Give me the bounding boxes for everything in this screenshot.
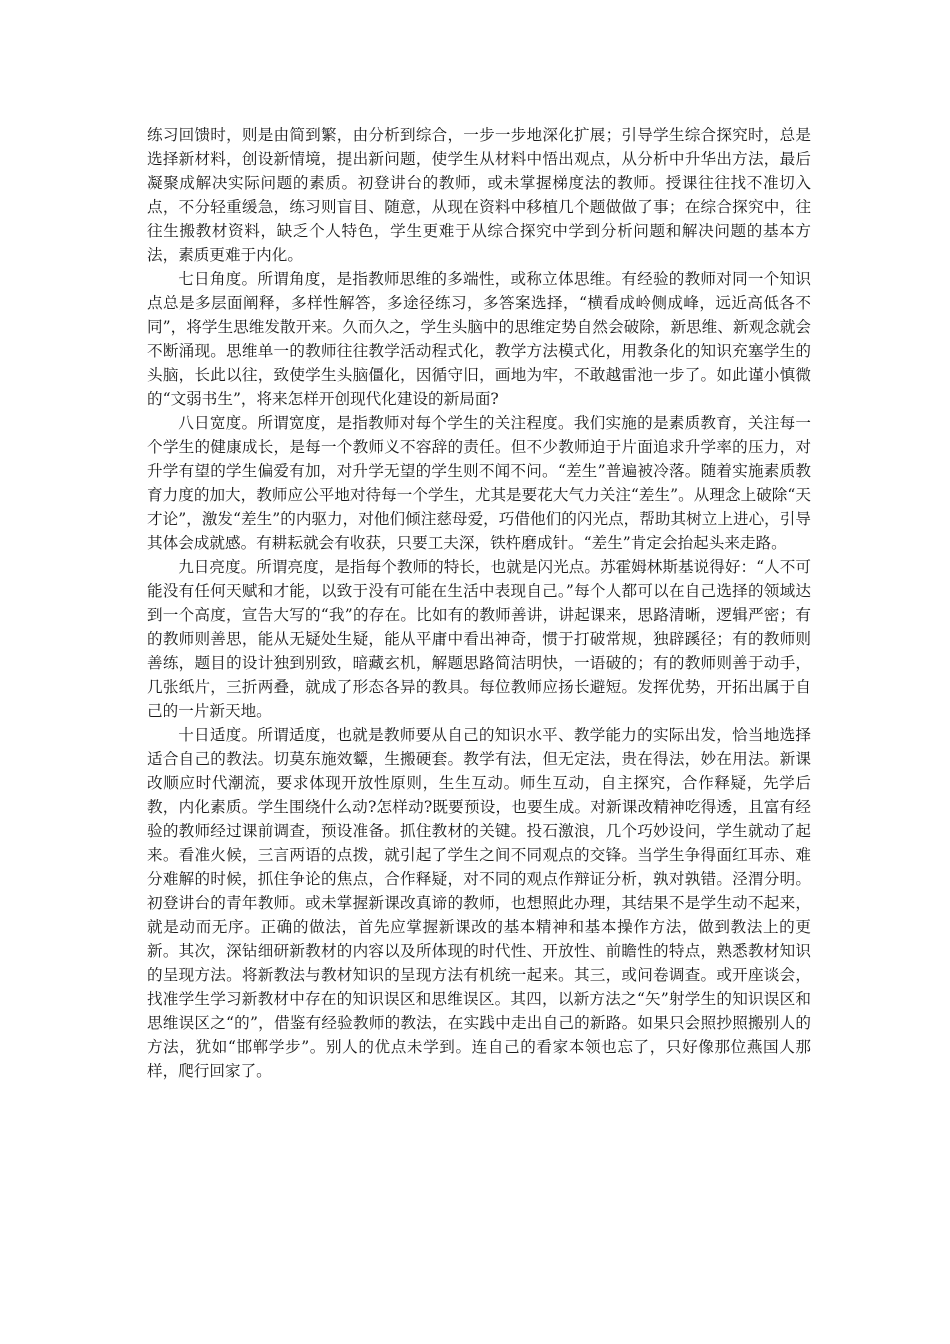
- paragraph-appropriateness: 十日适度。所谓适度，也就是教师要从自己的知识水平、教学能力的实际出发，恰当地选择适合自己的教法。切莫东施效颦，生搬硬套。教学有法，但无定法，贵在得法，妙在用法。新课改顺应时代潮流，要求体现开放性原则，生生互动。师生互动，自主探究，合作释疑，先学后教，内化素质。学生围绕什么动?怎样动?既要预设，也要生成。对新课改精神吃得透，且富有经验的教师经过课前调查，预设准备。抓住教材的关键。投石激浪，几个巧妙设问，学生就动了起来。看准火候，三言两语的点拨，就引起了学生之间不同观点的交锋。当学生争得面红耳赤、难分难解的时候，抓住争论的焦点，合作释疑，对不同的观点作辩证分析，孰对孰错。泾渭分明。初登讲台的青年教师。或未掌握新课改真谛的教师，也想照此办理，其结果不是学生动不起来，就是动而无序。正确的做法，首先应掌握新课改的基本精神和基本操作方法，做到教法上的更新。其次，深钻细研新教材的内容以及所体现的时代性、开放性、前瞻性的特点，熟悉教材知识的呈现方法。将新教法与教材知识的呈现方法有机统一起来。其三，或问卷调查。或开座谈会，找准学生学习新教材中存在的知识误区和思维误区。其四，以新方法之“矢”射学生的知识误区和思维误区之“的”，借鉴有经验教师的教法，在实践中走出自己的新路。如果只会照抄照搬别人的方法，犹如“邯郸学步”。别人的优点未学到。连自己的看家本领也忘了，只好像那位燕国人那样，爬行回家了。: [147, 726, 811, 1080]
- paragraph-angle: 七日角度。所谓角度，是指教师思维的多端性，或称立体思维。有经验的教师对同一个知识点总是多层面阐释，多样性解答，多途径练习，多答案选择，“横看成岭侧成峰，远近高低各不同”，将学生思维发散开来。久而久之，学生头脑中的思维定势自然会破除，新思维、新观念就会不断涌现。思维单一的教师往往教学活动程式化，教学方法模式化，用教条化的知识充塞学生的头脑，长此以往，致使学生头脑僵化，因循守旧，画地为牢，不敢越雷池一步了。如此谨小慎微的“文弱书生”，将来怎样开创现代化建设的新局面?: [147, 270, 811, 408]
- paragraph-brightness: 九日亮度。所谓亮度，是指每个教师的特长，也就是闪光点。苏霍姆林斯基说得好：“人不可能没有任何天赋和才能，以致于没有可能在生活中表现自己。”每个人都可以在自己选择的领域达到一个高度，宣告大写的“我”的存在。比如有的教师善讲，讲起课来，思路清晰，逻辑严密；有的教师则善思，能从无疑处生疑，能从平庸中看出神奇，惯于打破常规，独辟蹊径；有的教师则善练，题目的设计独到别致，暗藏玄机，解题思路简洁明快，一语破的；有的教师则善于动手，几张纸片，三折两叠，就成了形态各异的教具。每位教师应扬长避短。发挥优势，开拓出属于自己的一片新天地。: [147, 558, 811, 720]
- paragraph-continuation: 练习回馈时，则是由简到繁，由分析到综合，一步一步地深化扩展；引导学生综合探究时，总是选择新材料，创设新情境，提出新问题，使学生从材料中悟出观点，从分析中升华出方法，最后凝聚成解决实际问题的素质。初登讲台的教师，或未掌握梯度法的教师。授课往往找不准切入点，不分轻重缓急，练习则盲目、随意，从现在资料中移植几个题做做了事；在综合探究中，往往生搬教材资料，缺乏个人特色，学生更难于从综合探究中学到分析问题和解决问题的基本方法，素质更难于内化。: [147, 126, 811, 264]
- paragraph-breadth: 八日宽度。所谓宽度，是指教师对每个学生的关注程度。我们实施的是素质教育，关注每一个学生的健康成长，是每一个教师义不容辞的责任。但不少教师迫于片面追求升学率的压力，对升学有望的学生偏爱有加，对升学无望的学生则不闻不问。“差生”普遍被冷落。随着实施素质教育力度的加大，教师应公平地对待每一个学生，尤其是要花大气力关注“差生”。从理念上破除“天才论”，激发“差生”的内驱力，对他们倾注慈母爱，巧借他们的闪光点，帮助其树立上进心，引导其体会成就感。有耕耘就会有收获，只要工夫深，铁杵磨成针。“差生”肯定会抬起头来走路。: [147, 414, 811, 552]
- body-text: [147, 123, 811, 1083]
